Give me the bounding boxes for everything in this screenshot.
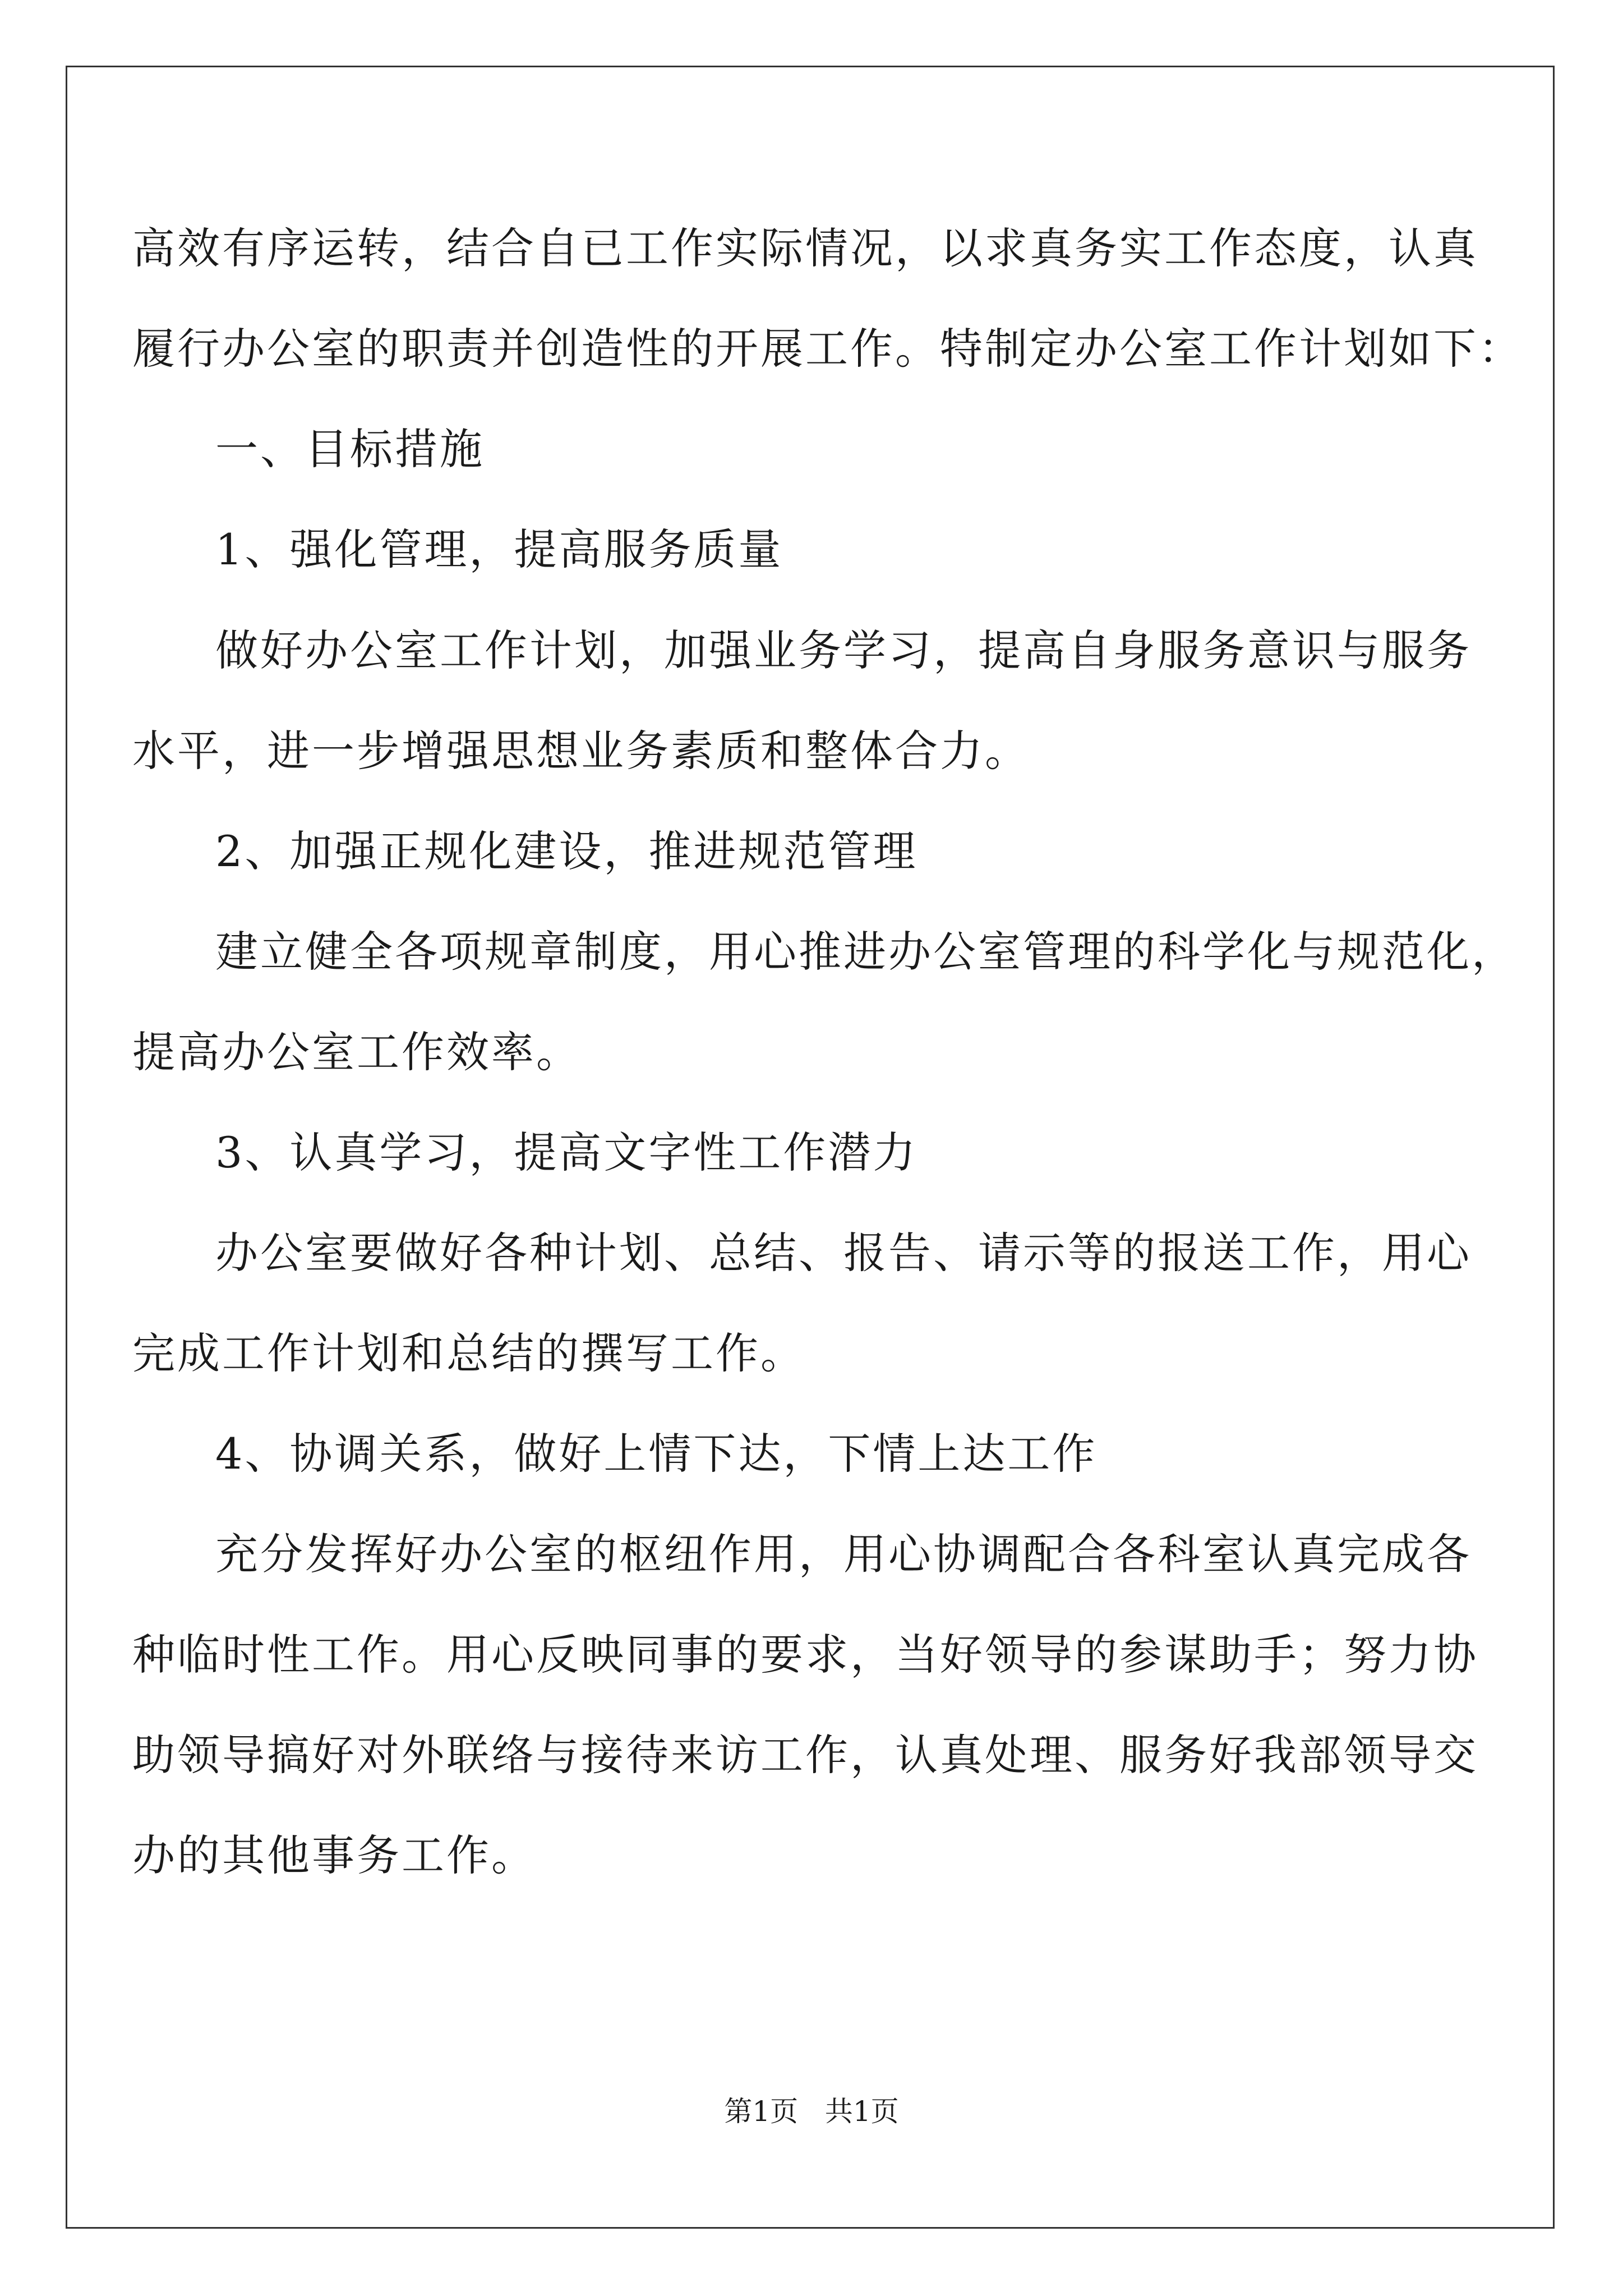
subsection-heading: 3、认真学习，提高文字性工作潜力 [215, 1128, 918, 1177]
paragraph-line: 办公室要做好各种计划、总结、报告、请示等的报送工作，用心 [215, 1228, 1472, 1278]
subsection-heading: 2、加强正规化建设，推进规范管理 [215, 826, 918, 876]
paragraph-line: 种临时性工作。用心反映同事的要求，当好领导的参谋助手；努力协 [132, 1630, 1478, 1680]
paragraph-line: 办的其他事务工作。 [132, 1830, 536, 1880]
paragraph-line: 水平，进一步增强思想业务素质和整体合力。 [132, 726, 1030, 776]
subsection-heading: 1、强化管理，提高服务质量 [215, 524, 783, 574]
paragraph-line: 做好办公室工作计划，加强业务学习，提高自身服务意识与服务 [215, 625, 1472, 675]
paragraph-line: 充分发挥好办公室的枢纽作用，用心协调配合各科室认真完成各 [215, 1529, 1472, 1579]
paragraph-line: 履行办公室的职责并创造性的开展工作。特制定办公室工作计划如下： [132, 324, 1523, 374]
subsection-heading: 4、协调关系，做好上情下达，下情上达工作 [215, 1429, 1098, 1479]
paragraph-line: 高效有序运转，结合自已工作实际情况，以求真务实工作态度，认真 [132, 223, 1478, 273]
paragraph-line: 助领导搞好对外联络与接待来访工作，认真处理、服务好我部领导交 [132, 1730, 1478, 1780]
page-number: 第1页 共1页 [724, 2095, 899, 2128]
section-heading: 一、目标措施 [215, 424, 485, 474]
paragraph-line: 完成工作计划和总结的撰写工作。 [132, 1328, 805, 1378]
paragraph-line: 建立健全各项规章制度，用心推进办公室管理的科学化与规范化， [215, 927, 1516, 977]
paragraph-line: 提高办公室工作效率。 [132, 1027, 581, 1077]
